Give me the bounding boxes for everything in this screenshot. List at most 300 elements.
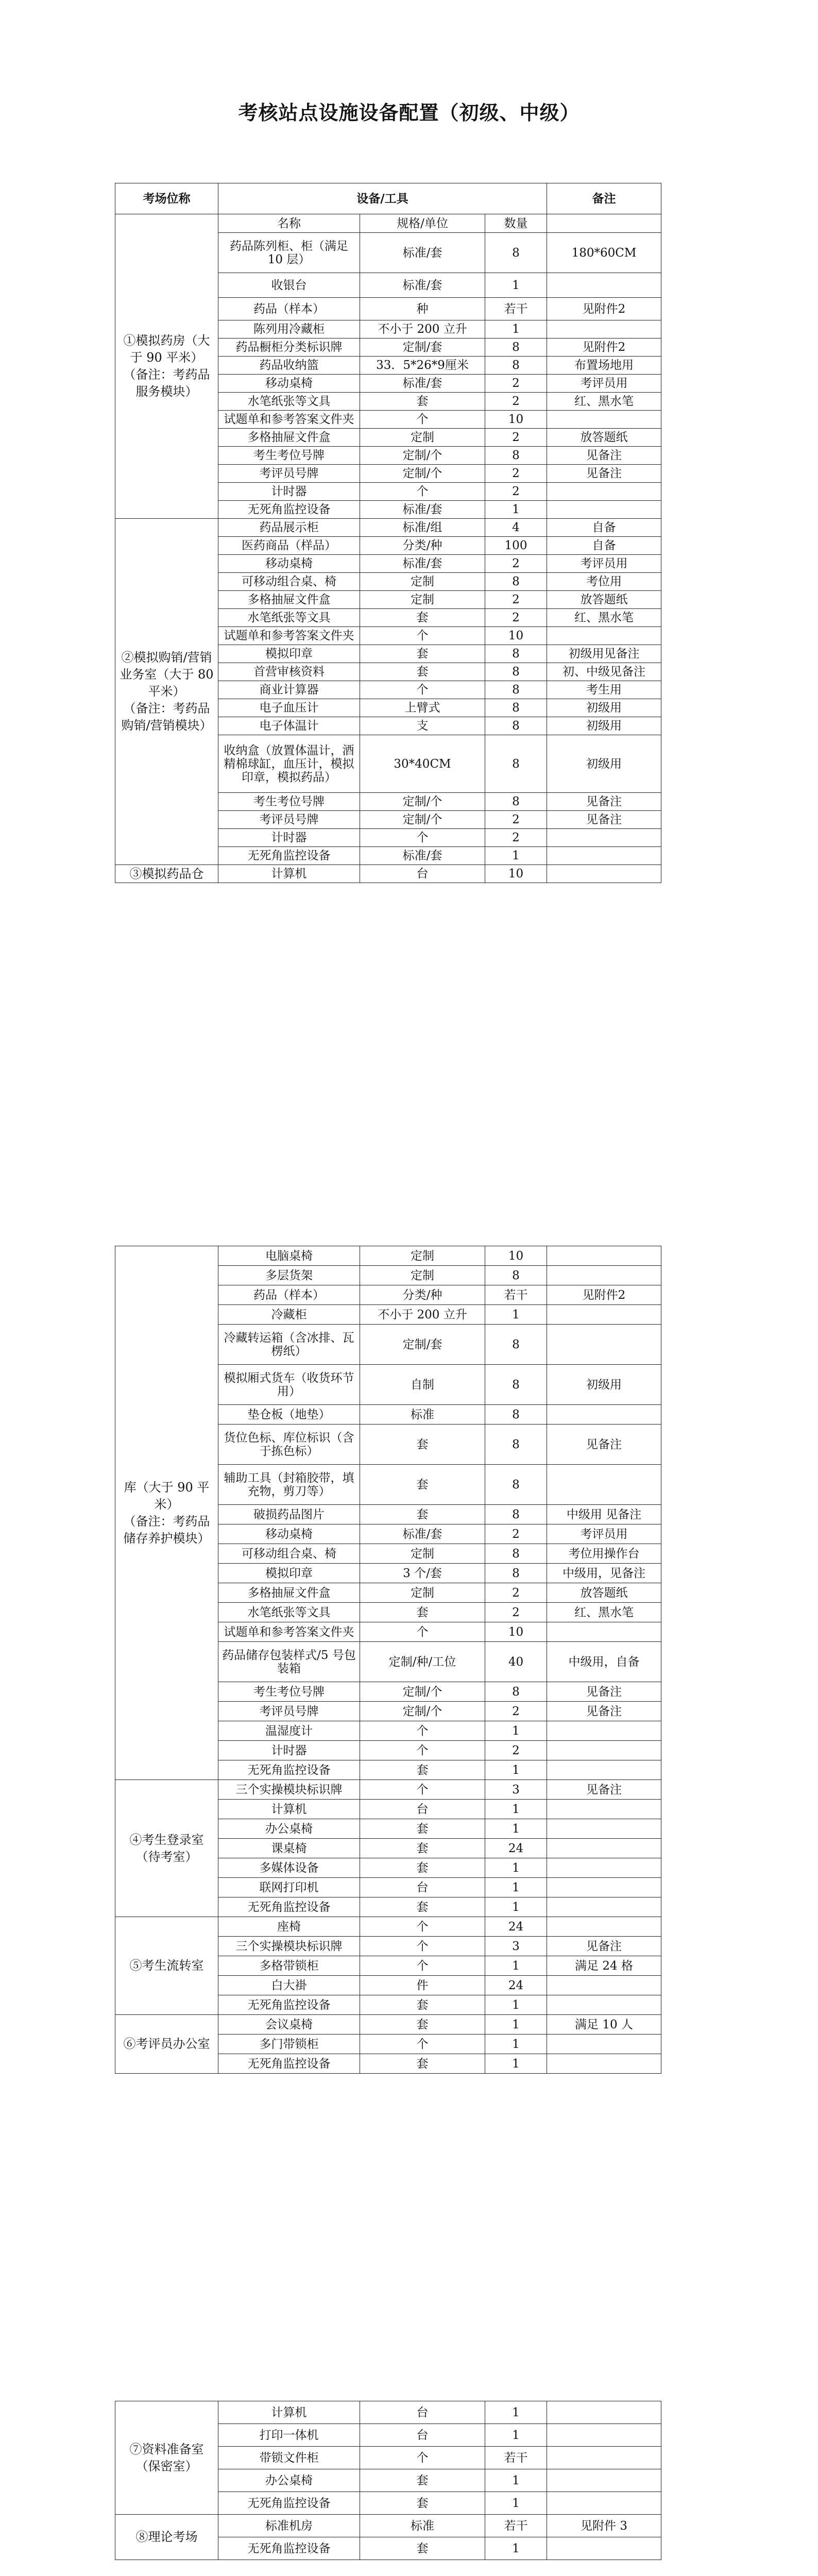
spec-unit-cell: 定制/个	[360, 465, 485, 483]
spec-unit-cell: 上臂式	[360, 699, 485, 717]
item-name-cell: 白大褂	[218, 1976, 360, 1995]
item-name-cell: 药品（样本）	[218, 298, 360, 320]
spec-unit-cell: 个	[360, 627, 485, 645]
remark-cell	[547, 1819, 661, 1839]
spec-unit-cell: 台	[360, 2424, 485, 2447]
quantity-cell: 1	[485, 501, 547, 519]
spec-unit-cell: 套	[360, 1839, 485, 1858]
item-name-cell: 无死角监控设备	[218, 1995, 360, 2015]
remark-cell	[547, 273, 661, 298]
spec-unit-cell: 个	[360, 1780, 485, 1800]
remark-cell	[547, 1976, 661, 1995]
spec-unit-cell: 标准/套	[360, 555, 485, 573]
item-name-cell: 辅助工具（封箱胶带，填充物，剪刀等）	[218, 1465, 360, 1505]
remark-cell: 中级用 见备注	[547, 1505, 661, 1524]
spec-unit-cell: 套	[360, 2537, 485, 2560]
item-name-cell: 名称	[218, 214, 360, 233]
quantity-cell: 10	[485, 1246, 547, 1266]
spec-unit-cell: 标准/套	[360, 233, 485, 273]
quantity-cell: 8	[485, 681, 547, 699]
remark-cell	[547, 1405, 661, 1425]
quantity-cell: 1	[485, 2035, 547, 2054]
quantity-cell: 8	[485, 645, 547, 663]
remark-cell: 见备注	[547, 811, 661, 829]
remark-cell	[547, 829, 661, 847]
remark-cell	[547, 2054, 661, 2074]
item-name-cell: 水笔纸张等文具	[218, 1603, 360, 1622]
item-name-cell: 三个实操模块标识牌	[218, 1780, 360, 1800]
quantity-cell: 8	[485, 1325, 547, 1365]
spec-unit-cell: 定制	[360, 1246, 485, 1266]
header-remark: 备注	[547, 183, 661, 214]
spec-unit-cell: 标准/套	[360, 1524, 485, 1544]
item-name-cell: 试题单和参考答案文件夹	[218, 627, 360, 645]
remark-cell	[547, 1305, 661, 1325]
quantity-cell: 若干	[485, 1285, 547, 1305]
table-row	[115, 1917, 661, 1937]
spec-unit-cell: 套	[360, 1760, 485, 1780]
item-name-cell: 联网打印机	[218, 1878, 360, 1897]
item-name-cell: 计时器	[218, 1741, 360, 1760]
remark-cell	[547, 1995, 661, 2015]
remark-cell: 见备注	[547, 1780, 661, 1800]
equipment-table-part-2	[115, 1246, 661, 2074]
spec-unit-cell: 套	[360, 2054, 485, 2074]
remark-cell: 红、黑水笔	[547, 393, 661, 411]
spec-unit-cell: 分类/种	[360, 537, 485, 555]
item-name-cell: 医药商品（样品）	[218, 537, 360, 555]
spec-unit-cell: 台	[360, 865, 485, 883]
quantity-cell: 8	[485, 233, 547, 273]
spec-unit-cell: 套	[360, 1603, 485, 1622]
remark-cell: 自备	[547, 537, 661, 555]
item-name-cell: 冷藏转运箱（含冰排、瓦楞纸）	[218, 1325, 360, 1365]
remark-cell: 放答题纸	[547, 591, 661, 609]
item-name-cell: 药品（样本）	[218, 1285, 360, 1305]
remark-cell: 初、中级见备注	[547, 663, 661, 681]
quantity-cell: 2	[485, 393, 547, 411]
quantity-cell: 8	[485, 735, 547, 793]
equipment-table-part-1	[115, 183, 661, 883]
spec-unit-cell: 个	[360, 1937, 485, 1956]
remark-cell: 红、黑水笔	[547, 609, 661, 627]
remark-cell: 初级用	[547, 1365, 661, 1405]
spec-unit-cell: 套	[360, 1858, 485, 1878]
remark-cell	[547, 2035, 661, 2054]
spec-unit-cell: 套	[360, 645, 485, 663]
quantity-cell: 24	[485, 1976, 547, 1995]
spec-unit-cell: 定制/套	[360, 338, 485, 357]
remark-cell	[547, 214, 661, 233]
quantity-cell: 8	[485, 1425, 547, 1465]
quantity-cell: 2	[485, 1741, 547, 1760]
quantity-cell: 10	[485, 411, 547, 429]
item-name-cell: 考评员号牌	[218, 811, 360, 829]
quantity-cell: 1	[485, 2469, 547, 2492]
spec-unit-cell: 规格/单位	[360, 214, 485, 233]
remark-cell	[547, 1917, 661, 1937]
table-row	[115, 865, 661, 883]
remark-cell: 考评员用	[547, 1524, 661, 1544]
quantity-cell: 4	[485, 519, 547, 537]
remark-cell: 考评员用	[547, 555, 661, 573]
table-row	[115, 214, 661, 233]
quantity-cell: 1	[485, 1995, 547, 2015]
item-name-cell: 考生考位号牌	[218, 447, 360, 465]
remark-cell: 见附件2	[547, 338, 661, 357]
remark-cell: 满足 10 人	[547, 2015, 661, 2035]
item-name-cell: 多格带锁柜	[218, 1956, 360, 1976]
remark-cell: 见备注	[547, 465, 661, 483]
spec-unit-cell: 个	[360, 1741, 485, 1760]
quantity-cell: 100	[485, 537, 547, 555]
quantity-cell: 2	[485, 1702, 547, 1721]
quantity-cell: 2	[485, 429, 547, 447]
item-name-cell: 药品陈列柜、柜（满足 10 层）	[218, 233, 360, 273]
item-name-cell: 多门带锁柜	[218, 2035, 360, 2054]
spec-unit-cell: 定制/套	[360, 1325, 485, 1365]
quantity-cell: 2	[485, 483, 547, 501]
remark-cell	[547, 1721, 661, 1741]
item-name-cell: 办公桌椅	[218, 2469, 360, 2492]
quantity-cell: 1	[485, 1760, 547, 1780]
remark-cell	[547, 1741, 661, 1760]
quantity-cell: 2	[485, 375, 547, 393]
spec-unit-cell: 套	[360, 393, 485, 411]
table-row	[115, 519, 661, 537]
location-cell: ③模拟药品仓	[115, 865, 218, 883]
spec-unit-cell: 定制	[360, 1583, 485, 1603]
item-name-cell: 模拟印章	[218, 1564, 360, 1583]
remark-cell: 放答题纸	[547, 1583, 661, 1603]
spec-unit-cell: 台	[360, 1800, 485, 1819]
item-name-cell: 考评员号牌	[218, 465, 360, 483]
quantity-cell: 2	[485, 591, 547, 609]
quantity-cell: 8	[485, 447, 547, 465]
item-name-cell: 考生考位号牌	[218, 1682, 360, 1702]
spec-unit-cell: 不小于 200 立升	[360, 320, 485, 338]
spec-unit-cell: 标准/套	[360, 847, 485, 865]
remark-cell	[547, 1839, 661, 1858]
remark-cell: 见附件2	[547, 298, 661, 320]
spec-unit-cell: 标准/套	[360, 501, 485, 519]
item-name-cell: 商业计算器	[218, 681, 360, 699]
spec-unit-cell: 标准/套	[360, 273, 485, 298]
remark-cell	[547, 2401, 661, 2424]
item-name-cell: 可移动组合桌、椅	[218, 573, 360, 591]
remark-cell	[547, 865, 661, 883]
spec-unit-cell: 个	[360, 1721, 485, 1741]
remark-cell	[547, 847, 661, 865]
remark-cell	[547, 1760, 661, 1780]
quantity-cell: 8	[485, 1682, 547, 1702]
spec-unit-cell: 定制	[360, 1266, 485, 1285]
spec-unit-cell: 个	[360, 2035, 485, 2054]
item-name-cell: 药品橱柜分类标识牌	[218, 338, 360, 357]
remark-cell: 中级用，自备	[547, 1642, 661, 1682]
item-name-cell: 无死角监控设备	[218, 2054, 360, 2074]
remark-cell	[547, 1325, 661, 1365]
item-name-cell: 无死角监控设备	[218, 847, 360, 865]
remark-cell: 180*60CM	[547, 233, 661, 273]
quantity-cell: 24	[485, 1839, 547, 1858]
spec-unit-cell: 定制	[360, 573, 485, 591]
item-name-cell: 试题单和参考答案文件夹	[218, 411, 360, 429]
spec-unit-cell: 套	[360, 609, 485, 627]
item-name-cell: 计算机	[218, 865, 360, 883]
remark-cell	[547, 2424, 661, 2447]
quantity-cell: 若干	[485, 298, 547, 320]
spec-unit-cell: 3 个/套	[360, 1564, 485, 1583]
spec-unit-cell: 个	[360, 681, 485, 699]
spec-unit-cell: 个	[360, 829, 485, 847]
item-name-cell: 收纳盒（放置体温计，酒精棉球缸，血压计，模拟印章，模拟药品）	[218, 735, 360, 793]
quantity-cell: 8	[485, 1266, 547, 1285]
remark-cell	[547, 2447, 661, 2469]
remark-cell: 红、黑水笔	[547, 1603, 661, 1622]
item-name-cell: 办公桌椅	[218, 1819, 360, 1839]
quantity-cell: 1	[485, 2492, 547, 2515]
quantity-cell: 24	[485, 1917, 547, 1937]
spec-unit-cell: 套	[360, 1425, 485, 1465]
spec-unit-cell: 套	[360, 663, 485, 681]
spec-unit-cell: 不小于 200 立升	[360, 1305, 485, 1325]
spec-unit-cell: 支	[360, 717, 485, 735]
remark-cell: 考位用	[547, 573, 661, 591]
quantity-cell: 10	[485, 1622, 547, 1642]
quantity-cell: 2	[485, 465, 547, 483]
quantity-cell: 2	[485, 811, 547, 829]
spec-unit-cell: 套	[360, 1505, 485, 1524]
spec-unit-cell: 套	[360, 2469, 485, 2492]
item-name-cell: 无死角监控设备	[218, 1760, 360, 1780]
location-cell: ④考生登录室 （待考室）	[115, 1780, 218, 1917]
spec-unit-cell: 30*40CM	[360, 735, 485, 793]
item-name-cell: 可移动组合桌、椅	[218, 1544, 360, 1564]
quantity-cell: 2	[485, 609, 547, 627]
spec-unit-cell: 标准	[360, 2515, 485, 2537]
item-name-cell: 带锁文件柜	[218, 2447, 360, 2469]
quantity-cell: 8	[485, 663, 547, 681]
spec-unit-cell: 定制/种/工位	[360, 1642, 485, 1682]
location-cell: ②模拟购销/营销业务室（大于 80 平米） （备注：考药品购销/营销模块）	[115, 519, 218, 865]
remark-cell	[547, 1897, 661, 1917]
item-name-cell: 电脑桌椅	[218, 1246, 360, 1266]
spec-unit-cell: 定制/个	[360, 1702, 485, 1721]
spec-unit-cell: 定制/个	[360, 793, 485, 811]
item-name-cell: 课桌椅	[218, 1839, 360, 1858]
remark-cell: 初级用	[547, 735, 661, 793]
item-name-cell: 药品储存包装样式/5 号包装箱	[218, 1642, 360, 1682]
item-name-cell: 座椅	[218, 1917, 360, 1937]
item-name-cell: 多格抽屉文件盒	[218, 1583, 360, 1603]
item-name-cell: 电子血压计	[218, 699, 360, 717]
item-name-cell: 多层货架	[218, 1266, 360, 1285]
remark-cell	[547, 483, 661, 501]
header-location: 考场位称	[115, 183, 218, 214]
item-name-cell: 移动桌椅	[218, 1524, 360, 1544]
item-name-cell: 无死角监控设备	[218, 2537, 360, 2560]
spec-unit-cell: 个	[360, 1622, 485, 1642]
quantity-cell: 2	[485, 555, 547, 573]
item-name-cell: 破损药品图片	[218, 1505, 360, 1524]
quantity-cell: 1	[485, 1858, 547, 1878]
spec-unit-cell: 套	[360, 1897, 485, 1917]
quantity-cell: 1	[485, 1897, 547, 1917]
quantity-cell: 8	[485, 717, 547, 735]
quantity-cell: 1	[485, 273, 547, 298]
item-name-cell: 计时器	[218, 483, 360, 501]
remark-cell	[547, 2469, 661, 2492]
quantity-cell: 8	[485, 1564, 547, 1583]
remark-cell: 自备	[547, 519, 661, 537]
spec-unit-cell: 个	[360, 1917, 485, 1937]
quantity-cell: 1	[485, 320, 547, 338]
page-title: 考核站点设施设备配置（初级、中级）	[238, 101, 580, 124]
item-name-cell: 无死角监控设备	[218, 501, 360, 519]
item-name-cell: 无死角监控设备	[218, 2492, 360, 2515]
remark-cell: 考评员用	[547, 375, 661, 393]
remark-cell: 见附件2	[547, 1285, 661, 1305]
spec-unit-cell: 套	[360, 1995, 485, 2015]
table-row	[115, 1780, 661, 1800]
remark-cell: 见备注	[547, 447, 661, 465]
spec-unit-cell: 台	[360, 2401, 485, 2424]
quantity-cell: 3	[485, 1937, 547, 1956]
quantity-cell: 1	[485, 1721, 547, 1741]
quantity-cell: 1	[485, 2401, 547, 2424]
location-cell: ①模拟药房（大于 90 平米） （备注：考药品服务模块）	[115, 214, 218, 519]
quantity-cell: 1	[485, 1800, 547, 1819]
item-name-cell: 水笔纸张等文具	[218, 609, 360, 627]
remark-cell: 放答题纸	[547, 429, 661, 447]
quantity-cell: 8	[485, 338, 547, 357]
quantity-cell: 1	[485, 1819, 547, 1839]
quantity-cell: 8	[485, 1365, 547, 1405]
spec-unit-cell: 台	[360, 1878, 485, 1897]
item-name-cell: 多媒体设备	[218, 1858, 360, 1878]
remark-cell: 中级用，见备注	[547, 1564, 661, 1583]
remark-cell: 见备注	[547, 1425, 661, 1465]
spec-unit-cell: 套	[360, 1465, 485, 1505]
item-name-cell: 陈列用冷藏柜	[218, 320, 360, 338]
remark-cell	[547, 1878, 661, 1897]
table-row	[115, 1246, 661, 1266]
remark-cell: 初级用见备注	[547, 645, 661, 663]
quantity-cell: 10	[485, 627, 547, 645]
item-name-cell: 货位色标、库位标识（含于拣色标）	[218, 1425, 360, 1465]
spec-unit-cell: 自制	[360, 1365, 485, 1405]
remark-cell	[547, 2537, 661, 2560]
table-header-row	[115, 183, 661, 214]
quantity-cell: 10	[485, 865, 547, 883]
item-name-cell: 无死角监控设备	[218, 1897, 360, 1917]
quantity-cell: 1	[485, 2424, 547, 2447]
quantity-cell: 8	[485, 1405, 547, 1425]
spec-unit-cell: 套	[360, 2492, 485, 2515]
item-name-cell: 首营审核资料	[218, 663, 360, 681]
remark-cell: 满足 24 格	[547, 1956, 661, 1976]
remark-cell	[547, 1246, 661, 1266]
item-name-cell: 移动桌椅	[218, 375, 360, 393]
quantity-cell: 1	[485, 2537, 547, 2560]
item-name-cell: 考生考位号牌	[218, 793, 360, 811]
spec-unit-cell: 个	[360, 411, 485, 429]
item-name-cell: 标准机房	[218, 2515, 360, 2537]
location-cell: ⑥考评员办公室	[115, 2015, 218, 2074]
quantity-cell: 8	[485, 1465, 547, 1505]
table-row	[115, 2515, 661, 2537]
quantity-cell: 1	[485, 1956, 547, 1976]
remark-cell: 见备注	[547, 1702, 661, 1721]
item-name-cell: 温湿度计	[218, 1721, 360, 1741]
spec-unit-cell: 套	[360, 1819, 485, 1839]
item-name-cell: 考评员号牌	[218, 1702, 360, 1721]
remark-cell	[547, 627, 661, 645]
header-equipment: 设备/工具	[218, 183, 547, 214]
quantity-cell: 8	[485, 1544, 547, 1564]
spec-unit-cell: 个	[360, 1956, 485, 1976]
spec-unit-cell: 定制	[360, 591, 485, 609]
quantity-cell: 8	[485, 1505, 547, 1524]
item-name-cell: 水笔纸张等文具	[218, 393, 360, 411]
table-row	[115, 2015, 661, 2035]
quantity-cell: 8	[485, 699, 547, 717]
item-name-cell: 垫仓板（地垫）	[218, 1405, 360, 1425]
quantity-cell: 3	[485, 1780, 547, 1800]
spec-unit-cell: 个	[360, 2447, 485, 2469]
spec-unit-cell: 定制	[360, 429, 485, 447]
spec-unit-cell: 标准/套	[360, 375, 485, 393]
item-name-cell: 多格抽屉文件盒	[218, 429, 360, 447]
item-name-cell: 收银台	[218, 273, 360, 298]
remark-cell: 布置场地用	[547, 357, 661, 375]
quantity-cell: 1	[485, 1878, 547, 1897]
quantity-cell: 8	[485, 793, 547, 811]
quantity-cell: 2	[485, 1524, 547, 1544]
spec-unit-cell: 套	[360, 2015, 485, 2035]
quantity-cell: 2	[485, 1583, 547, 1603]
spec-unit-cell: 标准	[360, 1405, 485, 1425]
quantity-cell: 8	[485, 357, 547, 375]
item-name-cell: 电子体温计	[218, 717, 360, 735]
remark-cell	[547, 2492, 661, 2515]
item-name-cell: 冷藏柜	[218, 1305, 360, 1325]
remark-cell: 初级用	[547, 699, 661, 717]
remark-cell	[547, 1266, 661, 1285]
remark-cell: 见备注	[547, 1682, 661, 1702]
remark-cell	[547, 320, 661, 338]
item-name-cell: 模拟印章	[218, 645, 360, 663]
quantity-cell: 40	[485, 1642, 547, 1682]
equipment-table-part-3	[115, 2401, 661, 2560]
quantity-cell: 数量	[485, 214, 547, 233]
location-cell: ⑧理论考场	[115, 2515, 218, 2560]
item-name-cell: 会议桌椅	[218, 2015, 360, 2035]
quantity-cell: 1	[485, 1305, 547, 1325]
item-name-cell: 试题单和参考答案文件夹	[218, 1622, 360, 1642]
spec-unit-cell: 个	[360, 483, 485, 501]
spec-unit-cell: 标准/组	[360, 519, 485, 537]
spec-unit-cell: 定制/个	[360, 811, 485, 829]
remark-cell: 见备注	[547, 793, 661, 811]
remark-cell	[547, 1800, 661, 1819]
item-name-cell: 计时器	[218, 829, 360, 847]
location-cell: ⑤考生流转室	[115, 1917, 218, 2015]
remark-cell: 考位用操作台	[547, 1544, 661, 1564]
quantity-cell: 2	[485, 829, 547, 847]
location-cell: ⑦资料准备室 （保密室）	[115, 2401, 218, 2515]
